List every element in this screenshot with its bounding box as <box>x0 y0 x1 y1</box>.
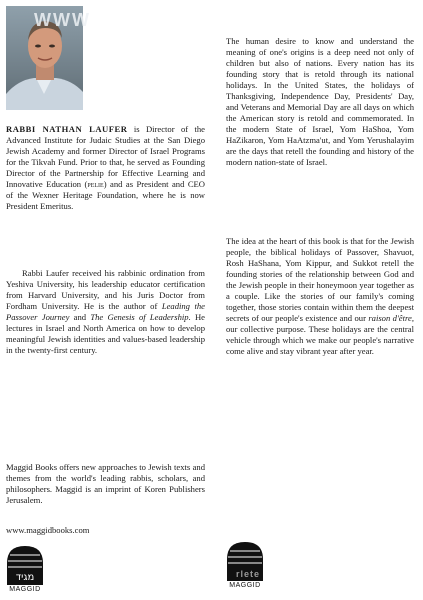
publisher-url[interactable]: www.maggidbooks.com <box>6 525 90 535</box>
author-bio-paragraph-2: Rabbi Laufer received his rabbinic ordination from Yeshiva University, his leadership educator certification from Harvard University, and his Juris Doctor from Fordham University. He is the author of Leading the Passover Journey and The Genesis of Leadership. He lectures in Israel and North America on how to develop meaningful Jewish identities and values-based leadership in the twenty-first century. <box>6 268 205 355</box>
maggid-logo-right <box>226 541 264 589</box>
book-title: Leading the Passover Journey <box>6 301 205 322</box>
author-name: RABBI NATHAN LAUFER <box>6 124 128 134</box>
logo-hebrew-text: מגיד <box>15 572 35 583</box>
publisher-description: Maggid Books offers new approaches to Jewish texts and themes from the world's leading rabbis, scholars, and philosophers. Maggid is an imprint of Koren Publishers Jerusalem. <box>6 462 205 505</box>
maggid-logo-left <box>6 545 44 593</box>
maggid-emblem-icon <box>6 545 44 585</box>
pelie-acronym: pelie <box>87 179 104 189</box>
blurb-paragraph-1: The human desire to know and understand the meaning of one's origins is a deep need not only of children but also of nations. Every nation has its founding story that is retold through its national holidays. In the United States, the holidays of Thanksgiving, Independence Day, Presidents' Day, and Veterans and Memorial Day are all days on which the American story is retold and commemorated. In the modern State of Israel, Yom HaShoa, Yom HaZikaron, Yom HaAtzma'ut, and Yom Yerushalayim are the days that retell the founding and history of the modern nation-state of Israel. <box>226 36 414 167</box>
photo-watermark: WWW <box>34 10 91 30</box>
author-photo <box>6 6 91 110</box>
logo-label: MAGGID <box>229 582 261 589</box>
logo-label: MAGGID <box>9 586 41 593</box>
book-title: The Genesis of Leadership <box>90 312 189 322</box>
blurb-paragraph-2: The idea at the heart of this book is that for the Jewish people, the biblical holidays of Passover, Shavuot, Rosh HaShana, Yom Kippur, and Sukkot retell the founding stories of the relationship between God and the Jewish people in their honeymoon year together as a couple. Like the stories of our family's coming together, those stories contain within them the deepest secrets of our people's existence and our raison d'être, our collective purpose. These holidays are the central vehicle through which we make our people's narrative come alive and stay vibrant year after year. <box>226 236 414 356</box>
author-bio-paragraph-1: RABBI NATHAN LAUFER is Director of the Advanced Institute for Judaic Studies at the San Diego Jewish Academy and former Director of Israel Programs for the Tikvah Fund. Prior to that, he served as Founding Director of the Partnership for Effective Learning and Innovative Education (pelie) and as President and CEO of the Wexner Heritage Foundation, where he is now President Emeritus. <box>6 124 206 211</box>
italic-phrase: raison d'être <box>368 313 412 323</box>
logo-watermark: rlete <box>236 569 261 579</box>
